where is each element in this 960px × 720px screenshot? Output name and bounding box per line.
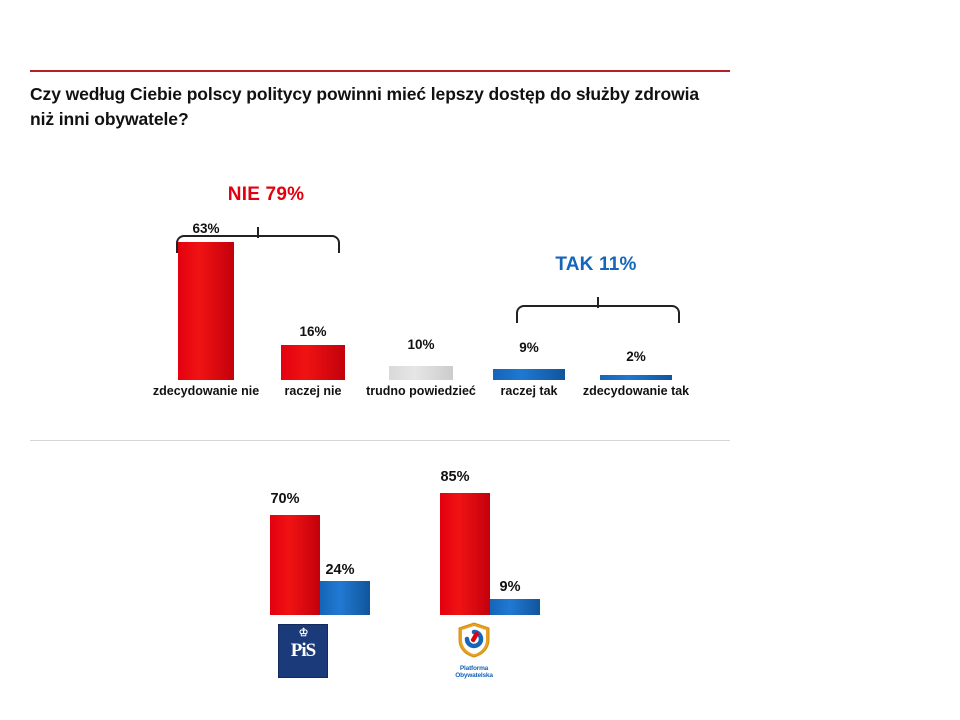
pis-yes-bar: [320, 581, 370, 615]
party-group-po: [420, 465, 600, 700]
bar-column-zdecydowanie-nie: [152, 150, 260, 398]
po-yes-bar: [490, 599, 540, 615]
bar-wrap-1: [158, 150, 254, 380]
bar-4: [493, 369, 565, 380]
chart-bottom: [0, 460, 760, 700]
bar-value-3: 10%: [407, 337, 435, 352]
summary-no-label: NIE 79%: [227, 184, 305, 205]
bar-2: [281, 345, 345, 380]
pis-logo: [278, 624, 328, 678]
bracket-no-nub: [257, 227, 259, 238]
shield-icon: [457, 622, 491, 658]
bar-value-5: 2%: [626, 349, 646, 364]
po-yes-value: 9%: [499, 579, 521, 595]
party-group-pis: [250, 465, 430, 700]
header-divider: [30, 70, 730, 72]
bar-label-4: raczej tak: [500, 384, 558, 398]
bar-label-2: raczej nie: [284, 384, 342, 398]
bar-label-1: zdecydowanie nie: [152, 384, 260, 398]
bar-wrap-2: [265, 150, 361, 380]
bar-value-4: 9%: [519, 340, 539, 355]
po-logo: [442, 622, 506, 686]
pis-no-value: 70%: [270, 491, 300, 507]
po-no-bar: [440, 493, 490, 615]
section-divider: [30, 440, 730, 441]
po-no-value: 85%: [440, 469, 470, 485]
bar-column-raczej-nie: [265, 150, 361, 398]
bar-wrap-3: [373, 150, 469, 380]
bar-column-zdecydowanie-tak: [582, 150, 690, 398]
bar-wrap-5: [588, 150, 684, 380]
page-title: Czy według Ciebie polscy politycy powinni mieć lepszy dostęp do służby zdrowia niż inni obywatele?: [30, 84, 699, 129]
summary-yes-label: TAK 11%: [555, 254, 637, 275]
po-logo-line1: Platforma: [459, 665, 489, 672]
bar-value-2: 16%: [299, 324, 327, 339]
pis-logo-text: PiS: [290, 640, 316, 661]
bar-column-trudno-powiedziec: [366, 150, 476, 398]
bar-5: [600, 375, 672, 380]
bar-3: [389, 366, 453, 380]
chart-top: [0, 150, 760, 440]
bar-column-raczej-tak: [481, 150, 577, 398]
crown-icon: ♔: [298, 627, 308, 639]
bar-value-1: 63%: [192, 221, 220, 236]
bar-label-3: trudno powiedzieć: [366, 384, 476, 398]
bar-label-5: zdecydowanie tak: [582, 384, 690, 398]
pis-yes-value: 24%: [325, 562, 355, 578]
bar-wrap-4: [481, 150, 577, 380]
bar-1: [178, 242, 234, 380]
po-logo-line2: Obywatelska: [455, 672, 493, 680]
